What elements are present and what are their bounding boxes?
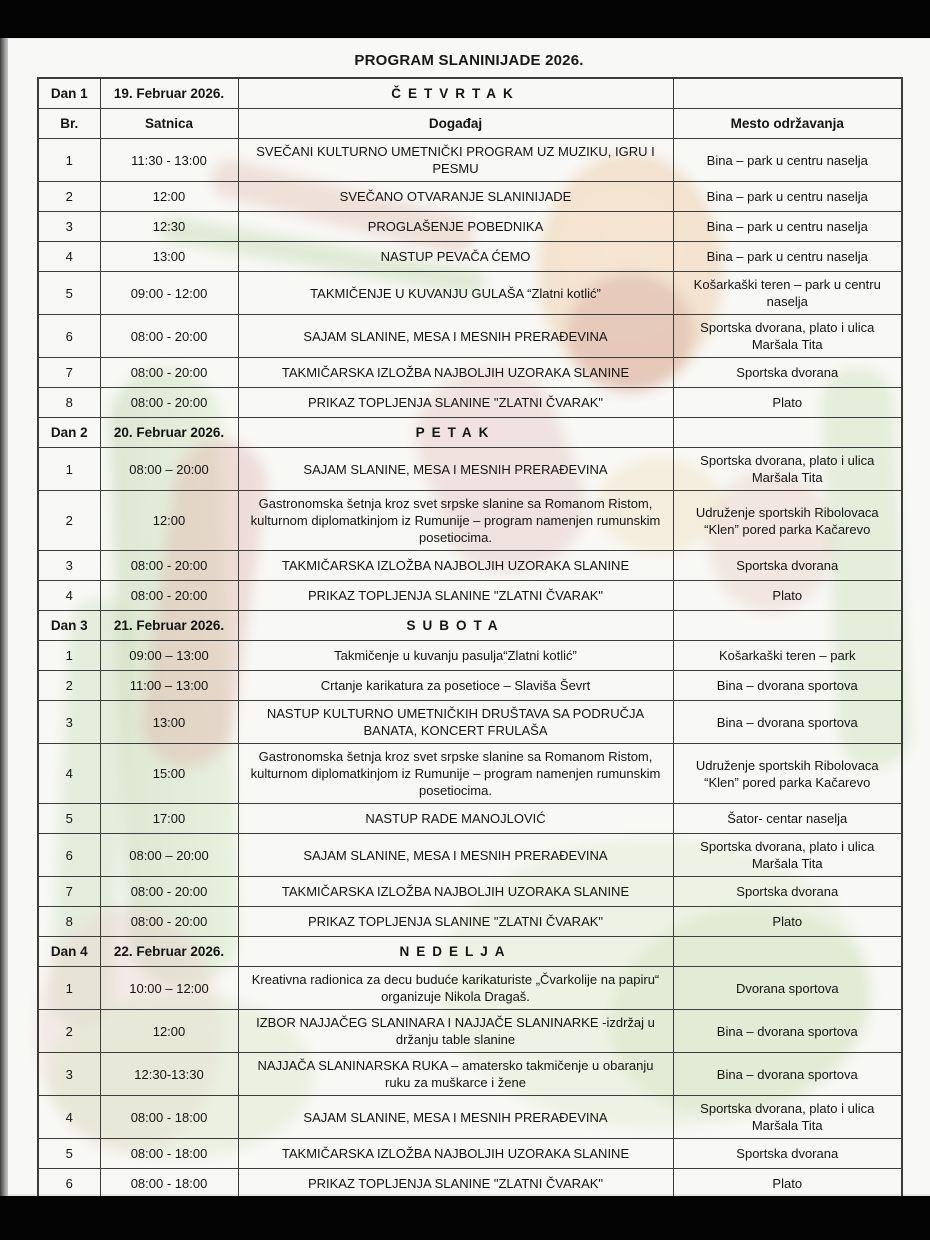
event-time: 08:00 - 20:00 [100,358,238,388]
event-place: Sportska dvorana, plato i ulica Maršala Tita [673,315,902,358]
event-row [38,671,902,701]
day-empty-cell [673,78,902,109]
day-header-row [38,78,902,109]
event-number: 2 [38,1010,100,1053]
event-place: Bina – park u centru naselja [673,139,902,182]
event-row [38,804,902,834]
event-number: 1 [38,641,100,671]
event-place: Šator- centar naselja [673,804,902,834]
document-page [8,38,930,1196]
event-description: SAJAM SLANINE, MESA I MESNIH PRERAĐEVINA [238,448,673,491]
event-description: Kreativna radionica za decu buduće karikaturiste „Čvarkolije na papiru“ organizuje Nikola Dragaš. [238,967,673,1010]
event-time: 08:00 - 20:00 [100,877,238,907]
document-title: PROGRAM SLANINIJADE 2026. [354,52,584,69]
event-place: Bina – park u centru naselja [673,242,902,272]
event-place: Plato [673,1169,902,1199]
day-label: Dan 2 [38,418,100,448]
col-header-event: Događaj [238,109,673,139]
event-row [38,1139,902,1169]
event-number: 7 [38,877,100,907]
event-place: Sportska dvorana [673,877,902,907]
event-row [38,139,902,182]
program-table [37,77,903,1230]
event-number: 2 [38,182,100,212]
event-row [38,182,902,212]
event-row [38,551,902,581]
event-time: 08:00 - 20:00 [100,581,238,611]
event-description: Takmičenje u kuvanju pasulja“Zlatni kotlić” [238,641,673,671]
event-number: 4 [38,242,100,272]
event-time: 12:30-13:30 [100,1053,238,1096]
event-place: Dvorana sportova [673,967,902,1010]
event-time: 13:00 [100,242,238,272]
event-row [38,448,902,491]
event-time: 08:00 - 20:00 [100,315,238,358]
event-description: SVEČANO OTVARANJE SLANINIJADE [238,182,673,212]
event-time: 08:00 - 18:00 [100,1096,238,1139]
event-number: 2 [38,671,100,701]
event-row [38,272,902,315]
day-empty-cell [673,418,902,448]
event-description: TAKMIČARSKA IZLOŽBA NAJBOLJIH UZORAKA SLANINE [238,358,673,388]
letterbox-bottom [0,1196,930,1240]
event-time: 08:00 - 18:00 [100,1139,238,1169]
day-header-row [38,611,902,641]
event-description: NASTUP KULTURNO UMETNIČKIH DRUŠTAVA SA PODRUČJA BANATA, KONCERT FRULAŠA [238,701,673,744]
day-name: ČETVRTAK [238,78,673,109]
event-number: 4 [38,581,100,611]
event-description: SVEČANI KULTURNO UMETNIČKI PROGRAM UZ MUZIKU, IGRU I PESMU [238,139,673,182]
event-place: Plato [673,581,902,611]
event-number: 1 [38,967,100,1010]
day-label: Dan 3 [38,611,100,641]
event-description: NAJJAČA SLANINARSKA RUKA – amatersko takmičenje u obaranju ruku za muškarce i žene [238,1053,673,1096]
day-date: 20. Februar 2026. [100,418,238,448]
day-empty-cell [673,937,902,967]
event-description: Gastronomska šetnja kroz svet srpske slanine sa Romanom Ristom, kulturnom diplomatkinjom iz Rumunije – program namenjen rumunskim posetiocima. [238,491,673,551]
event-time: 09:00 - 12:00 [100,272,238,315]
event-time: 13:00 [100,701,238,744]
day-label: Dan 4 [38,937,100,967]
event-time: 10:00 – 12:00 [100,967,238,1010]
event-row [38,1053,902,1096]
event-row [38,744,902,804]
event-description: IZBOR NAJJAČEG SLANINARA I NAJJAČE SLANINARKE -izdržaj u držanju table slanine [238,1010,673,1053]
event-row [38,877,902,907]
day-header-row [38,418,902,448]
event-description: TAKMIČARSKA IZLOŽBA NAJBOLJIH UZORAKA SLANINE [238,1139,673,1169]
event-row [38,358,902,388]
event-row [38,315,902,358]
event-row [38,212,902,242]
event-row [38,641,902,671]
event-description: PRIKAZ TOPLJENJA SLANINE "ZLATNI ČVARAK" [238,581,673,611]
event-number: 4 [38,744,100,804]
event-description: TAKMIČARSKA IZLOŽBA NAJBOLJIH UZORAKA SLANINE [238,877,673,907]
event-place: Plato [673,388,902,418]
event-number: 8 [38,388,100,418]
event-time: 08:00 – 20:00 [100,448,238,491]
event-description: NASTUP PEVAČA ĆEMO [238,242,673,272]
day-header-row [38,937,902,967]
event-row [38,491,902,551]
event-number: 5 [38,1139,100,1169]
event-time: 17:00 [100,804,238,834]
event-row [38,581,902,611]
event-description: SAJAM SLANINE, MESA I MESNIH PRERAĐEVINA [238,1096,673,1139]
event-description: PRIKAZ TOPLJENJA SLANINE "ZLATNI ČVARAK" [238,907,673,937]
event-row [38,388,902,418]
event-number: 8 [38,907,100,937]
event-description: PRIKAZ TOPLJENJA SLANINE "ZLATNI ČVARAK" [238,388,673,418]
event-number: 1 [38,139,100,182]
event-description: NASTUP RADE MANOJLOVIĆ [238,804,673,834]
event-place: Bina – dvorana sportova [673,1010,902,1053]
column-header-row [38,109,902,139]
event-place: Sportska dvorana [673,1139,902,1169]
event-time: 08:00 - 20:00 [100,388,238,418]
day-date: 22. Februar 2026. [100,937,238,967]
event-place: Bina – dvorana sportova [673,671,902,701]
event-place: Sportska dvorana, plato i ulica Maršala Tita [673,448,902,491]
col-header-br: Br. [38,109,100,139]
event-place: Sportska dvorana, plato i ulica Maršala Tita [673,834,902,877]
event-description: SAJAM SLANINE, MESA I MESNIH PRERAĐEVINA [238,834,673,877]
event-number: 6 [38,1169,100,1199]
event-description: Crtanje karikatura za posetioce – Slaviša Ševrt [238,671,673,701]
event-place: Sportska dvorana [673,551,902,581]
letterbox-top [0,0,930,38]
event-row [38,701,902,744]
event-row [38,967,902,1010]
event-time: 08:00 - 20:00 [100,907,238,937]
event-time: 11:30 - 13:00 [100,139,238,182]
event-description: TAKMIČARSKA IZLOŽBA NAJBOLJIH UZORAKA SLANINE [238,551,673,581]
event-time: 08:00 - 20:00 [100,551,238,581]
event-time: 12:00 [100,1010,238,1053]
event-number: 1 [38,448,100,491]
event-row [38,907,902,937]
document-content [8,38,930,1196]
day-name: PETAK [238,418,673,448]
event-number: 6 [38,315,100,358]
event-time: 12:00 [100,491,238,551]
event-time: 09:00 – 13:00 [100,641,238,671]
event-number: 3 [38,1053,100,1096]
event-row [38,1010,902,1053]
event-row [38,1096,902,1139]
day-date: 21. Februar 2026. [100,611,238,641]
event-number: 3 [38,212,100,242]
photo-left-edge [0,38,8,1196]
day-name: NEDELJA [238,937,673,967]
event-place: Bina – dvorana sportova [673,1053,902,1096]
event-number: 3 [38,701,100,744]
event-description: PROGLAŠENJE POBEDNIKA [238,212,673,242]
event-place: Bina – park u centru naselja [673,182,902,212]
event-time: 11:00 – 13:00 [100,671,238,701]
day-name: SUBOTA [238,611,673,641]
event-place: Bina – park u centru naselja [673,212,902,242]
event-place: Košarkaški teren – park [673,641,902,671]
day-empty-cell [673,611,902,641]
col-header-place: Mesto održavanja [673,109,902,139]
event-place: Sportska dvorana, plato i ulica Maršala Tita [673,1096,902,1139]
day-label: Dan 1 [38,78,100,109]
event-place: Udruženje sportskih Ribolovaca “Klen” pored parka Kačarevo [673,744,902,804]
event-place: Plato [673,907,902,937]
event-place: Sportska dvorana [673,358,902,388]
event-row [38,1169,902,1199]
day-date: 19. Februar 2026. [100,78,238,109]
program-table-body [38,78,902,1229]
event-time: 08:00 - 18:00 [100,1169,238,1199]
event-row [38,834,902,877]
event-row [38,242,902,272]
col-header-time: Satnica [100,109,238,139]
event-description: SAJAM SLANINE, MESA I MESNIH PRERAĐEVINA [238,315,673,358]
event-description: PRIKAZ TOPLJENJA SLANINE "ZLATNI ČVARAK" [238,1169,673,1199]
event-number: 2 [38,491,100,551]
event-time: 12:30 [100,212,238,242]
event-place: Bina – dvorana sportova [673,701,902,744]
event-description: TAKMIČENJE U KUVANJU GULAŠA “Zlatni kotlić” [238,272,673,315]
event-number: 4 [38,1096,100,1139]
event-place: Košarkaški teren – park u centru naselja [673,272,902,315]
event-number: 6 [38,834,100,877]
event-time: 08:00 – 20:00 [100,834,238,877]
event-description: Gastronomska šetnja kroz svet srpske slanine sa Romanom Ristom, kulturnom diplomatkinjom iz Rumunije – program namenjen rumunskim posetiocima. [238,744,673,804]
event-place: Udruženje sportskih Ribolovaca “Klen” pored parka Kačarevo [673,491,902,551]
event-number: 5 [38,272,100,315]
event-time: 15:00 [100,744,238,804]
event-time: 12:00 [100,182,238,212]
event-number: 5 [38,804,100,834]
event-number: 7 [38,358,100,388]
event-number: 3 [38,551,100,581]
